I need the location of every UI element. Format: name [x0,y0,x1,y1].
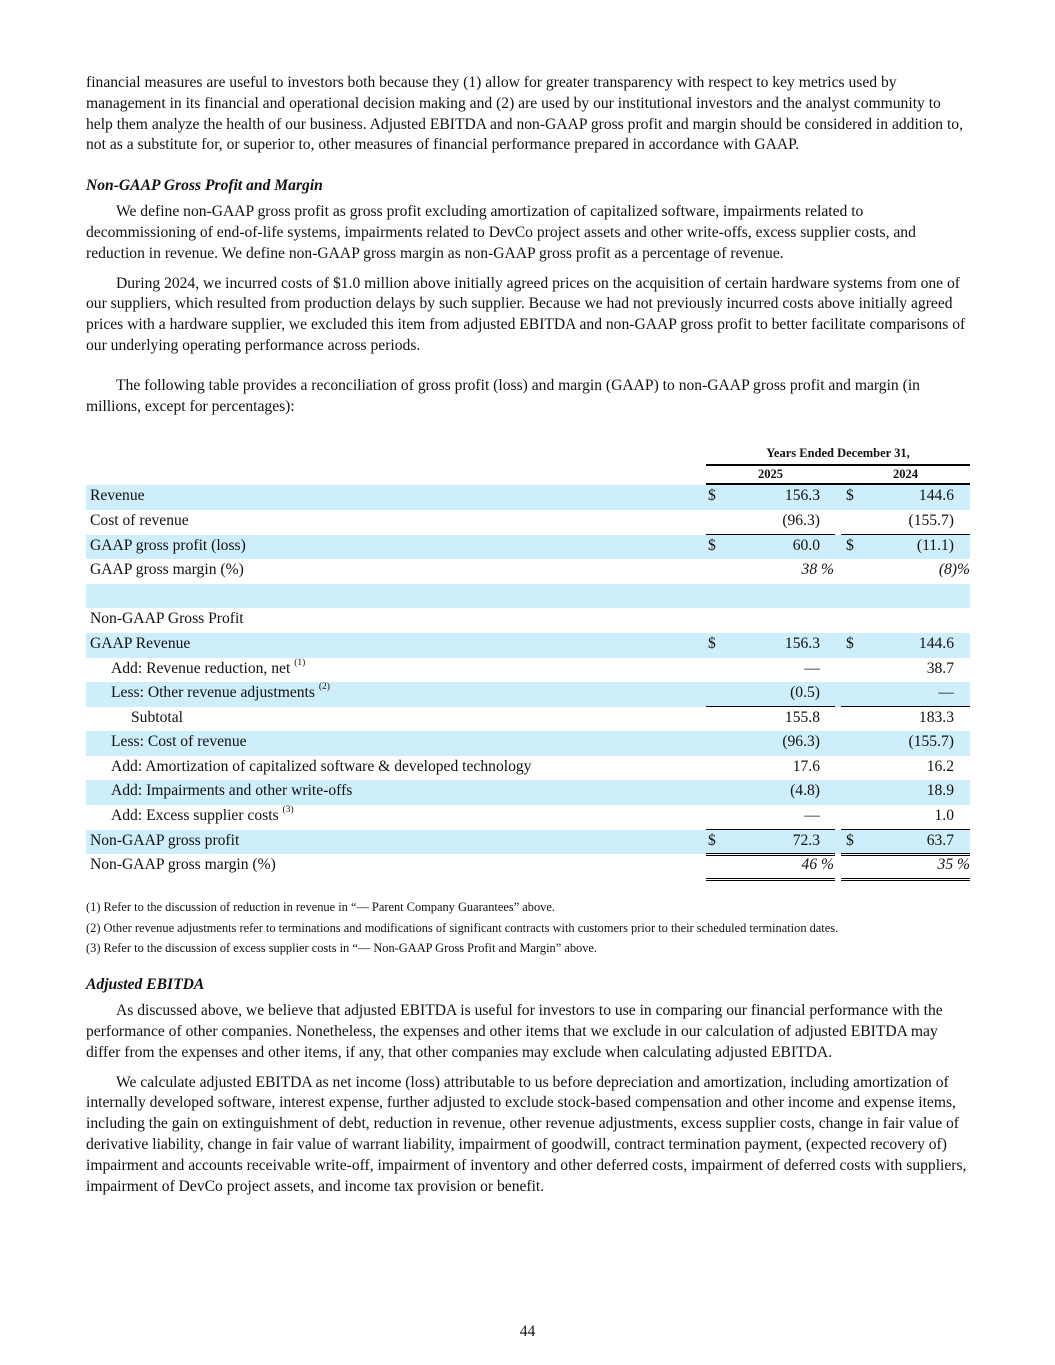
footnote-ref: (3) [282,805,294,816]
document-page [86,73,970,1206]
footnote-ref: (1) [294,657,306,668]
value-2025: 156.3 [784,487,820,505]
row-label: Less: Cost of revenue [111,733,247,751]
row-label: Non-GAAP Gross Profit [90,610,244,628]
table-row [86,805,970,830]
currency-symbol: $ [846,487,854,505]
value-2025: — [804,807,820,825]
currency-symbol: $ [708,634,716,652]
row-label: GAAP gross margin (%) [90,561,244,579]
column-header-2025: 2025 [758,467,783,482]
table-row [86,658,970,683]
footnote-3: (3) Refer to the discussion of excess supplier costs in “— Non-GAAP Gross Profit and Margin” above. [86,941,598,956]
currency-symbol: $ [708,536,716,554]
row-label: GAAP Revenue [90,634,191,652]
section-heading-adjusted-ebitda: Adjusted EBITDA [86,976,205,994]
row-label: Non-GAAP gross profit [90,831,240,849]
value-2024: 1.0 [934,807,954,825]
intro-paragraph: financial measures are useful to investors both because they (1) allow for greater transparency with respect to key metrics used by management in its financial and operational decision making and (2) are used by our institutional investors and the analyst community to help them analyze the health of our business. Adjusted EBITDA and non-GAAP gross profit and margin should be considered in addition to, not as a substitute for, or superior to, other measures of financial performance prepared in accordance with GAAP. [86,74,963,154]
value-2025: (96.3) [782,733,820,751]
reconciliation-table [86,443,970,879]
page-number: 44 [519,1323,536,1340]
table-caption: Years Ended December 31, [706,446,970,466]
row-label: GAAP gross profit (loss) [90,536,246,554]
table-row [86,608,970,633]
paragraph-supplier-costs: During 2024, we incurred costs of $1.0 million above initially agreed prices on the acquisition of certain hardware systems from one of our suppliers, which resulted from production delays by such supplier. Because we had not previously incurred costs above initially agreed prices with a hardware supplier, we excluded this item from adjusted EBITDA and non-GAAP gross profit to better facilitate comparisons of our underlying operating performance across periods. [86,274,966,354]
table-row [86,682,970,707]
footnote-ref: (2) [318,682,330,693]
value-2024: 63.7 [926,831,954,849]
value-2024: 183.3 [918,708,954,726]
table-row [86,854,970,879]
value-2025: 72.3 [792,831,820,849]
value-2025: (0.5) [790,684,820,702]
paragraph-ebitda-usefulness: As discussed above, we believe that adjusted EBITDA is useful for investors to use in comparing our financial performance with the performance of other companies. Nonetheless, the expenses and other items that we exclude in our calculation of adjusted EBITDA may differ from the expenses and other items, if any, that other companies may exclude when calculating adjusted EBITDA. [86,1002,943,1061]
value-2024: 16.2 [926,757,954,775]
row-label: Add: Impairments and other write-offs [111,782,353,800]
paragraph-table-intro: The following table provides a reconciliation of gross profit (loss) and margin (GAAP) to non-GAAP gross profit and margin (in millions, except for percentages): [86,376,920,415]
row-label: Add: Amortization of capitalized software & developed technology [111,757,532,775]
column-header-2024: 2024 [893,467,918,482]
value-2025: (4.8) [790,782,820,800]
value-2025: 155.8 [784,708,820,726]
value-2025: 156.3 [784,634,820,652]
row-label: Add: Revenue reduction, net $^{(1)}$ [111,657,306,677]
table-row [86,485,970,510]
table-row [86,559,970,584]
table-row [86,535,970,560]
value-2024: (155.7) [908,733,954,751]
table-row [86,510,970,535]
section-heading-non-gaap: Non-GAAP Gross Profit and Margin [86,177,323,195]
row-label: Non-GAAP gross margin (%) [90,856,276,874]
value-2024: (11.1) [916,536,954,554]
value-2025: 60.0 [792,536,820,554]
row-label: Cost of revenue [90,511,189,529]
table-row [86,756,970,781]
row-label: Add: Excess supplier costs $^{(3)}$ [111,805,294,825]
table-row [86,780,970,805]
value-2025: (96.3) [782,511,820,529]
value-2024: — [938,684,954,702]
table-row [86,707,970,732]
value-2024: 18.9 [926,782,954,800]
paragraph-definition: We define non-GAAP gross profit as gross profit excluding amortization of capitalized software, impairments related to decommissioning of end-of-life systems, impairments related to DevCo project assets and other write-offs, excess supplier costs, and reduction in revenue. We define non-GAAP gross margin as non-GAAP gross profit as a percentage of revenue. [86,203,916,262]
value-2025: 17.6 [792,757,820,775]
paragraph-ebitda-calculation: We calculate adjusted EBITDA as net income (loss) attributable to us before depreciation and amortization, including amortization of internally developed software, interest expense, further adjusted to exclude stock-based compensation and other income and expense items, including the gain on extinguishment of debt, reduction in revenue, other revenue adjustments, excess supplier costs, change in fair value of derivative liability, change in fair value of warrant liability, impairment of goodwill, contract termination payment, (expected recovery of) impairment and accounts receivable write-off, impairment of inventory and other deferred costs, impairment of deferred costs with suppliers, impairment of DevCo project assets, and income tax provision or benefit. [86,1073,967,1195]
value-2024: (155.7) [908,511,954,529]
currency-symbol: $ [846,536,854,554]
value-2024: 144.6 [918,487,954,505]
row-label: Revenue [90,487,145,505]
table-row [86,731,970,756]
table-row [86,633,970,658]
value-2024: 144.6 [918,634,954,652]
value-2025: 38 % [801,561,834,579]
table-footnotes [86,897,970,959]
currency-symbol: $ [708,487,716,505]
footnote-2: (2) Other revenue adjustments refer to terminations and modifications of significant contracts with customers prior to their scheduled termination dates. [86,920,839,935]
row-label: Subtotal [131,708,183,726]
currency-symbol: $ [846,831,854,849]
table-row [86,584,970,609]
footnote-1: (1) Refer to the discussion of reduction in revenue in “— Parent Company Guarantees” above. [86,899,555,914]
table-row [86,830,970,855]
value-2025: 46 % [801,856,834,874]
currency-symbol: $ [708,831,716,849]
value-2025: — [804,659,820,677]
value-2024: 38.7 [926,659,954,677]
row-label: Less: Other revenue adjustments $^{(2)}$ [111,682,330,702]
currency-symbol: $ [846,634,854,652]
value-2024: 35 % [937,856,970,874]
value-2024: (8)% [938,561,970,579]
